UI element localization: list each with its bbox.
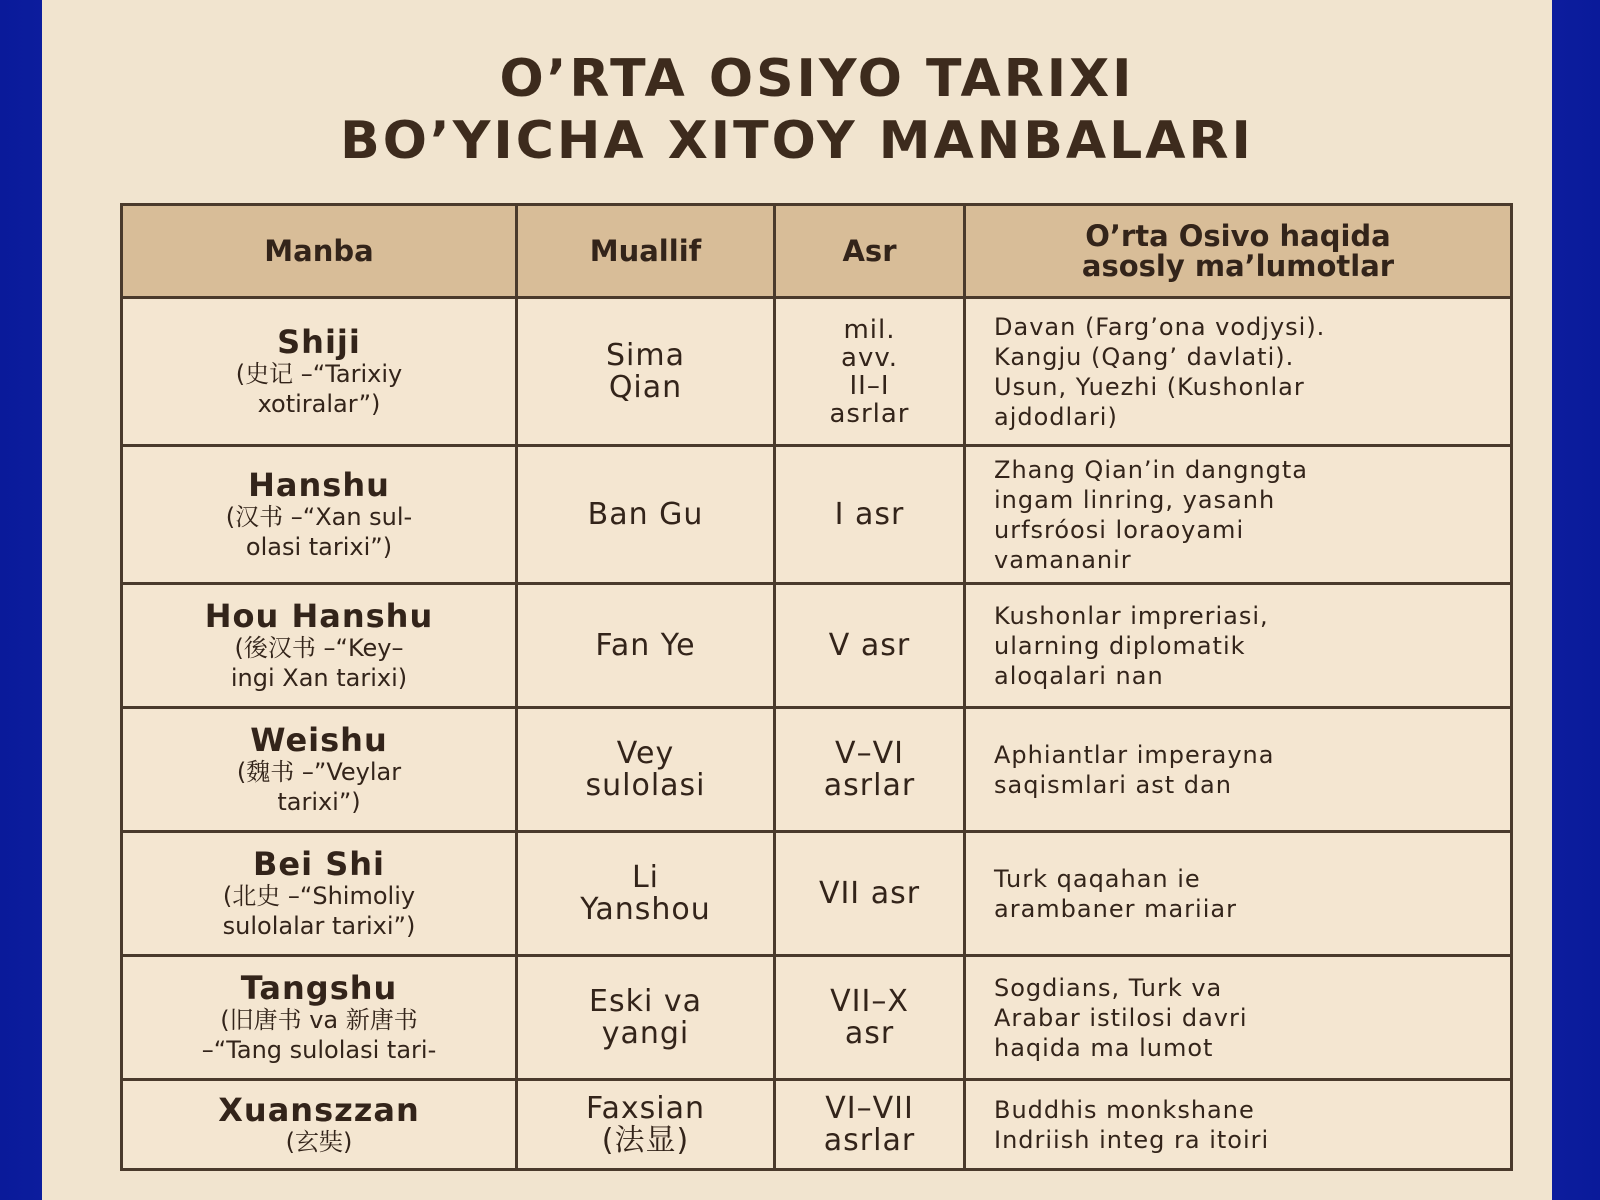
header-info: O’rta Osivo haqida asosly ma’lumotlar [965, 205, 1512, 298]
source-subtitle: (汉书 –“Xan sul- olasi tarixi”) [225, 502, 413, 561]
source-name: Bei Shi [253, 844, 385, 883]
header-source: Manba [122, 205, 517, 298]
source-subtitle: (史记 –“Tarixiy xotiralar”) [235, 359, 403, 418]
century-cell: VII asr [775, 832, 965, 956]
title-line-1: O’RTA OSIYO TARIXI [499, 49, 1135, 109]
table-row [122, 832, 1512, 956]
table-header-row [122, 205, 1512, 298]
page-title [42, 48, 1552, 172]
header-author: Muallif [517, 205, 775, 298]
source-cell [122, 956, 517, 1080]
table-row [122, 956, 1512, 1080]
author-cell: Faxsian (法显) [517, 1080, 775, 1170]
author-cell: Ban Gu [517, 446, 775, 584]
source-cell [122, 446, 517, 584]
source-subtitle: (後汉书 –“Key– ingi Xan tarixi) [230, 633, 408, 692]
table-row [122, 298, 1512, 446]
slide-page [42, 0, 1552, 1200]
author-cell: Vey sulolasi [517, 708, 775, 832]
century-cell: V–VI asrlar [775, 708, 965, 832]
title-line-2: BO’YICHA XITOY MANBALARI [340, 111, 1254, 171]
source-cell [122, 298, 517, 446]
source-subtitle: (旧唐书 va 新唐书 –“Tang sulolasi tari- [201, 1005, 437, 1064]
info-cell: Zhang Qian’in dangngta ingam linring, yasanh urfsróosi loraoyami vamananir [965, 446, 1512, 584]
source-subtitle: (玄奘) [285, 1127, 353, 1156]
header-century: Asr [775, 205, 965, 298]
source-cell [122, 708, 517, 832]
table-row [122, 708, 1512, 832]
author-cell: Sima Qian [517, 298, 775, 446]
century-cell: VII–X asr [775, 956, 965, 1080]
info-cell: Davan (Farg’ona vodjysi). Kangju (Qang’ davlati). Usun, Yuezhi (Kushonlar ajdodlari) [965, 298, 1512, 446]
info-cell: Sogdians, Turk va Arabar istilosi davri haqida ma lumot [965, 956, 1512, 1080]
century-cell: V asr [775, 584, 965, 708]
info-cell: Turk qaqahan ie arambaner mariiar [965, 832, 1512, 956]
century-cell: VI–VII asrlar [775, 1080, 965, 1170]
source-cell [122, 832, 517, 956]
source-name: Shiji [277, 322, 361, 361]
source-subtitle: (魏书 –”Veylar tarixi”) [236, 757, 402, 816]
info-cell: Buddhis monkshane Indriish integ ra itoiri [965, 1080, 1512, 1170]
author-cell: Fan Ye [517, 584, 775, 708]
author-cell: Eski va yangi [517, 956, 775, 1080]
sources-table [120, 203, 1513, 1171]
source-cell [122, 584, 517, 708]
source-name: Weishu [250, 720, 388, 759]
author-cell: Li Yanshou [517, 832, 775, 956]
table-row [122, 446, 1512, 584]
table-row [122, 1080, 1512, 1170]
info-cell: Aphiantlar imperayna saqismlari ast dan [965, 708, 1512, 832]
source-name: Hanshu [248, 465, 390, 504]
source-subtitle: (北史 –“Shimoliy sulolalar tarixi”) [222, 881, 416, 940]
source-name: Xuanszzan [218, 1090, 420, 1129]
source-cell [122, 1080, 517, 1170]
century-cell: mil. avv. II–I asrlar [775, 298, 965, 446]
info-cell: Kushonlar impreriasi, ularning diplomatik aloqalari nan [965, 584, 1512, 708]
source-name: Hou Hanshu [204, 596, 434, 635]
table-row [122, 584, 1512, 708]
source-name: Tangshu [240, 968, 398, 1007]
century-cell: I asr [775, 446, 965, 584]
